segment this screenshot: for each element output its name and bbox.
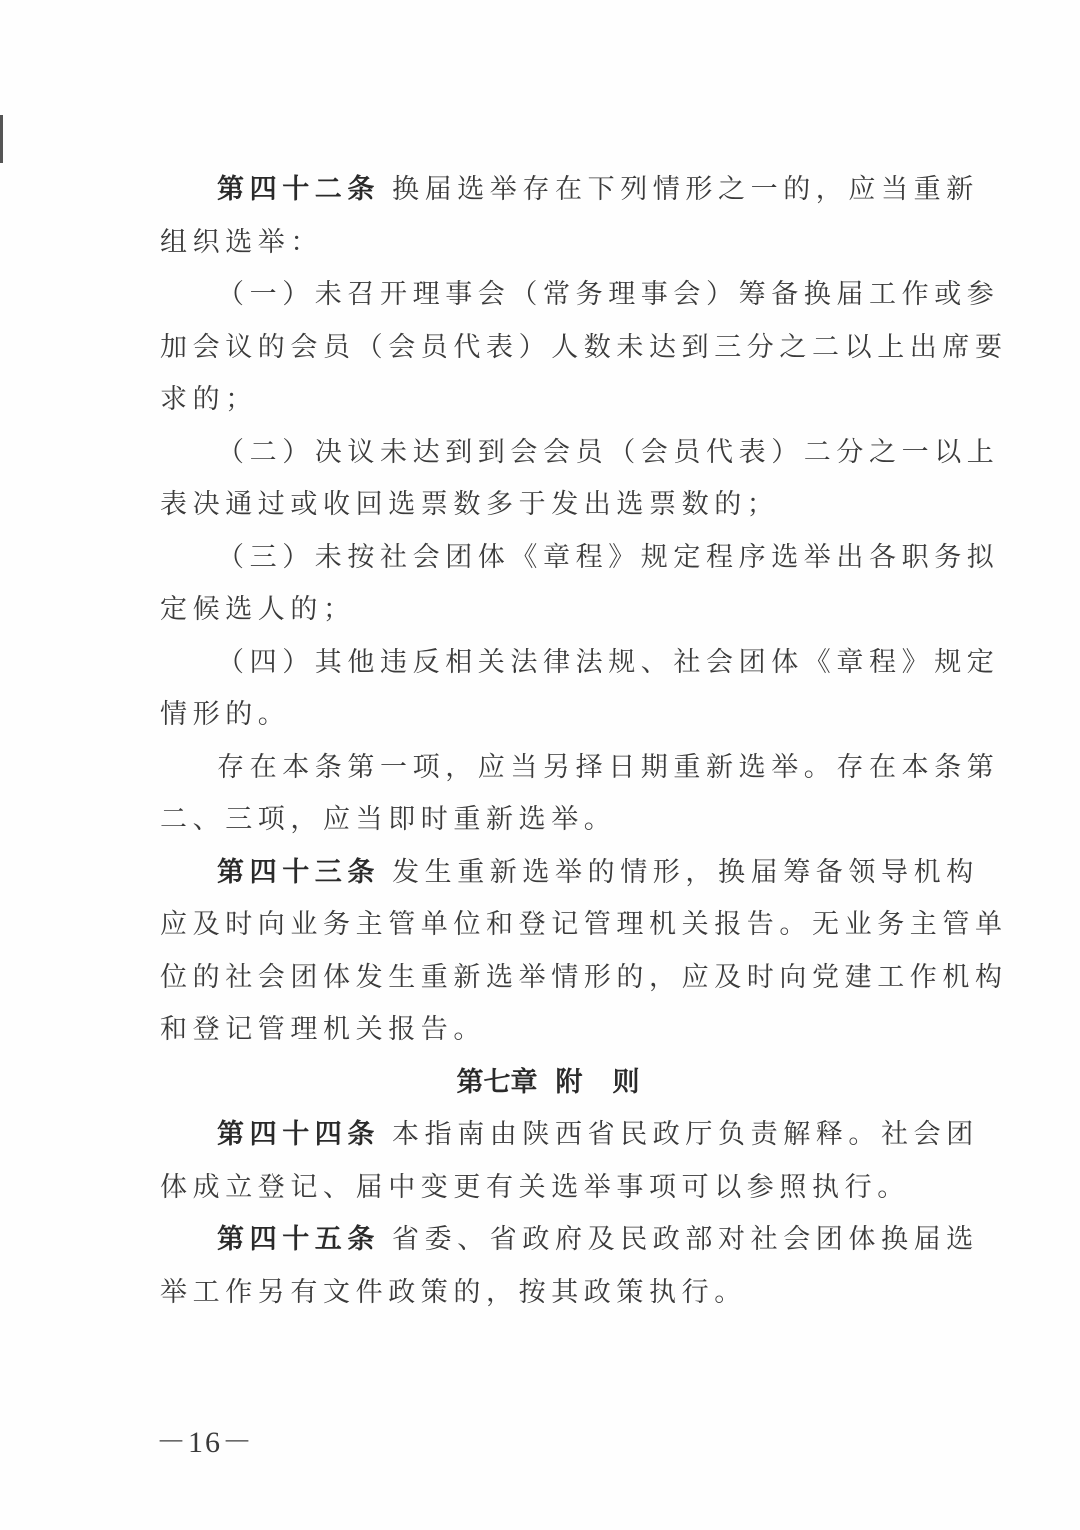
article-45-line-2: 举工作另有文件政策的，按其政策执行。 bbox=[160, 1276, 747, 1308]
article-42-item-2-line-1: （二）决议未达到到会会员（会员代表）二分之一以上 bbox=[217, 436, 1000, 468]
chapter-7-prefix: 第七章 bbox=[456, 1066, 538, 1098]
article-44-line-2: 体成立登记、届中变更有关选举事项可以参照执行。 bbox=[160, 1171, 910, 1203]
article-44-text: 本指南由陕西省民政厅负责解释。社会团 bbox=[392, 1119, 979, 1150]
article-42-item-1-line-2: 加会议的会员（会员代表）人数未达到三分之二以上出席要 bbox=[160, 331, 1008, 363]
article-42-item-2-line-2: 表决通过或收回选票数多于发出选票数的； bbox=[160, 489, 780, 520]
binding-mark bbox=[0, 115, 3, 163]
page-number: －16－ bbox=[156, 1426, 254, 1459]
document-body bbox=[160, 164, 1008, 1319]
article-42-note-line-2: 二、三项，应当即时重新选举。 bbox=[160, 804, 617, 835]
article-42-line-2: 组织选举： bbox=[160, 226, 323, 258]
chapter-7-word-2: 则 bbox=[612, 1066, 640, 1098]
article-43-label: 第四十三条 bbox=[217, 856, 380, 888]
article-45-text: 省委、省政府及民政部对社会团体换届选 bbox=[392, 1224, 979, 1255]
article-42-note-line-1: 存在本条第一项，应当另择日期重新选举。存在本条第 bbox=[217, 751, 1000, 783]
article-44-label: 第四十四条 bbox=[217, 1119, 380, 1150]
chapter-7-word-1: 附 bbox=[555, 1066, 583, 1098]
article-42-item-4-line-1: （四）其他违反相关法律法规、社会团体《章程》规定 bbox=[217, 646, 1000, 678]
article-43-heading-line bbox=[160, 847, 979, 900]
article-43-line-3: 位的社会团体发生重新选举情形的，应及时向党建工作机构 bbox=[160, 961, 1008, 993]
article-43-line-2: 应及时向业务主管单位和登记管理机关报告。无业务主管单 bbox=[160, 909, 1008, 940]
article-42-item-1-line-1: （一）未召开理事会（常务理事会）筹备换届工作或参 bbox=[217, 279, 1000, 310]
article-45-heading-line bbox=[160, 1214, 979, 1267]
article-45-label: 第四十五条 bbox=[217, 1224, 380, 1255]
article-42-heading-line bbox=[160, 164, 979, 217]
article-42-item-1-line-3: 求的； bbox=[160, 384, 258, 415]
article-43-text: 发生重新选举的情形，换届筹备领导机构 bbox=[392, 856, 979, 888]
article-42-label: 第四十二条 bbox=[217, 174, 380, 205]
chapter-7-heading bbox=[160, 1057, 920, 1110]
article-42-item-4-line-2: 情形的。 bbox=[160, 699, 291, 730]
article-43-line-4: 和登记管理机关报告。 bbox=[160, 1014, 486, 1045]
article-42-item-3-line-2: 定候选人的； bbox=[160, 594, 356, 625]
article-42-text: 换届选举存在下列情形之一的，应当重新 bbox=[392, 174, 979, 205]
article-42-item-3-line-1: （三）未按社会团体《章程》规定程序选举出各职务拟 bbox=[217, 541, 1000, 573]
article-44-heading-line bbox=[160, 1109, 979, 1162]
